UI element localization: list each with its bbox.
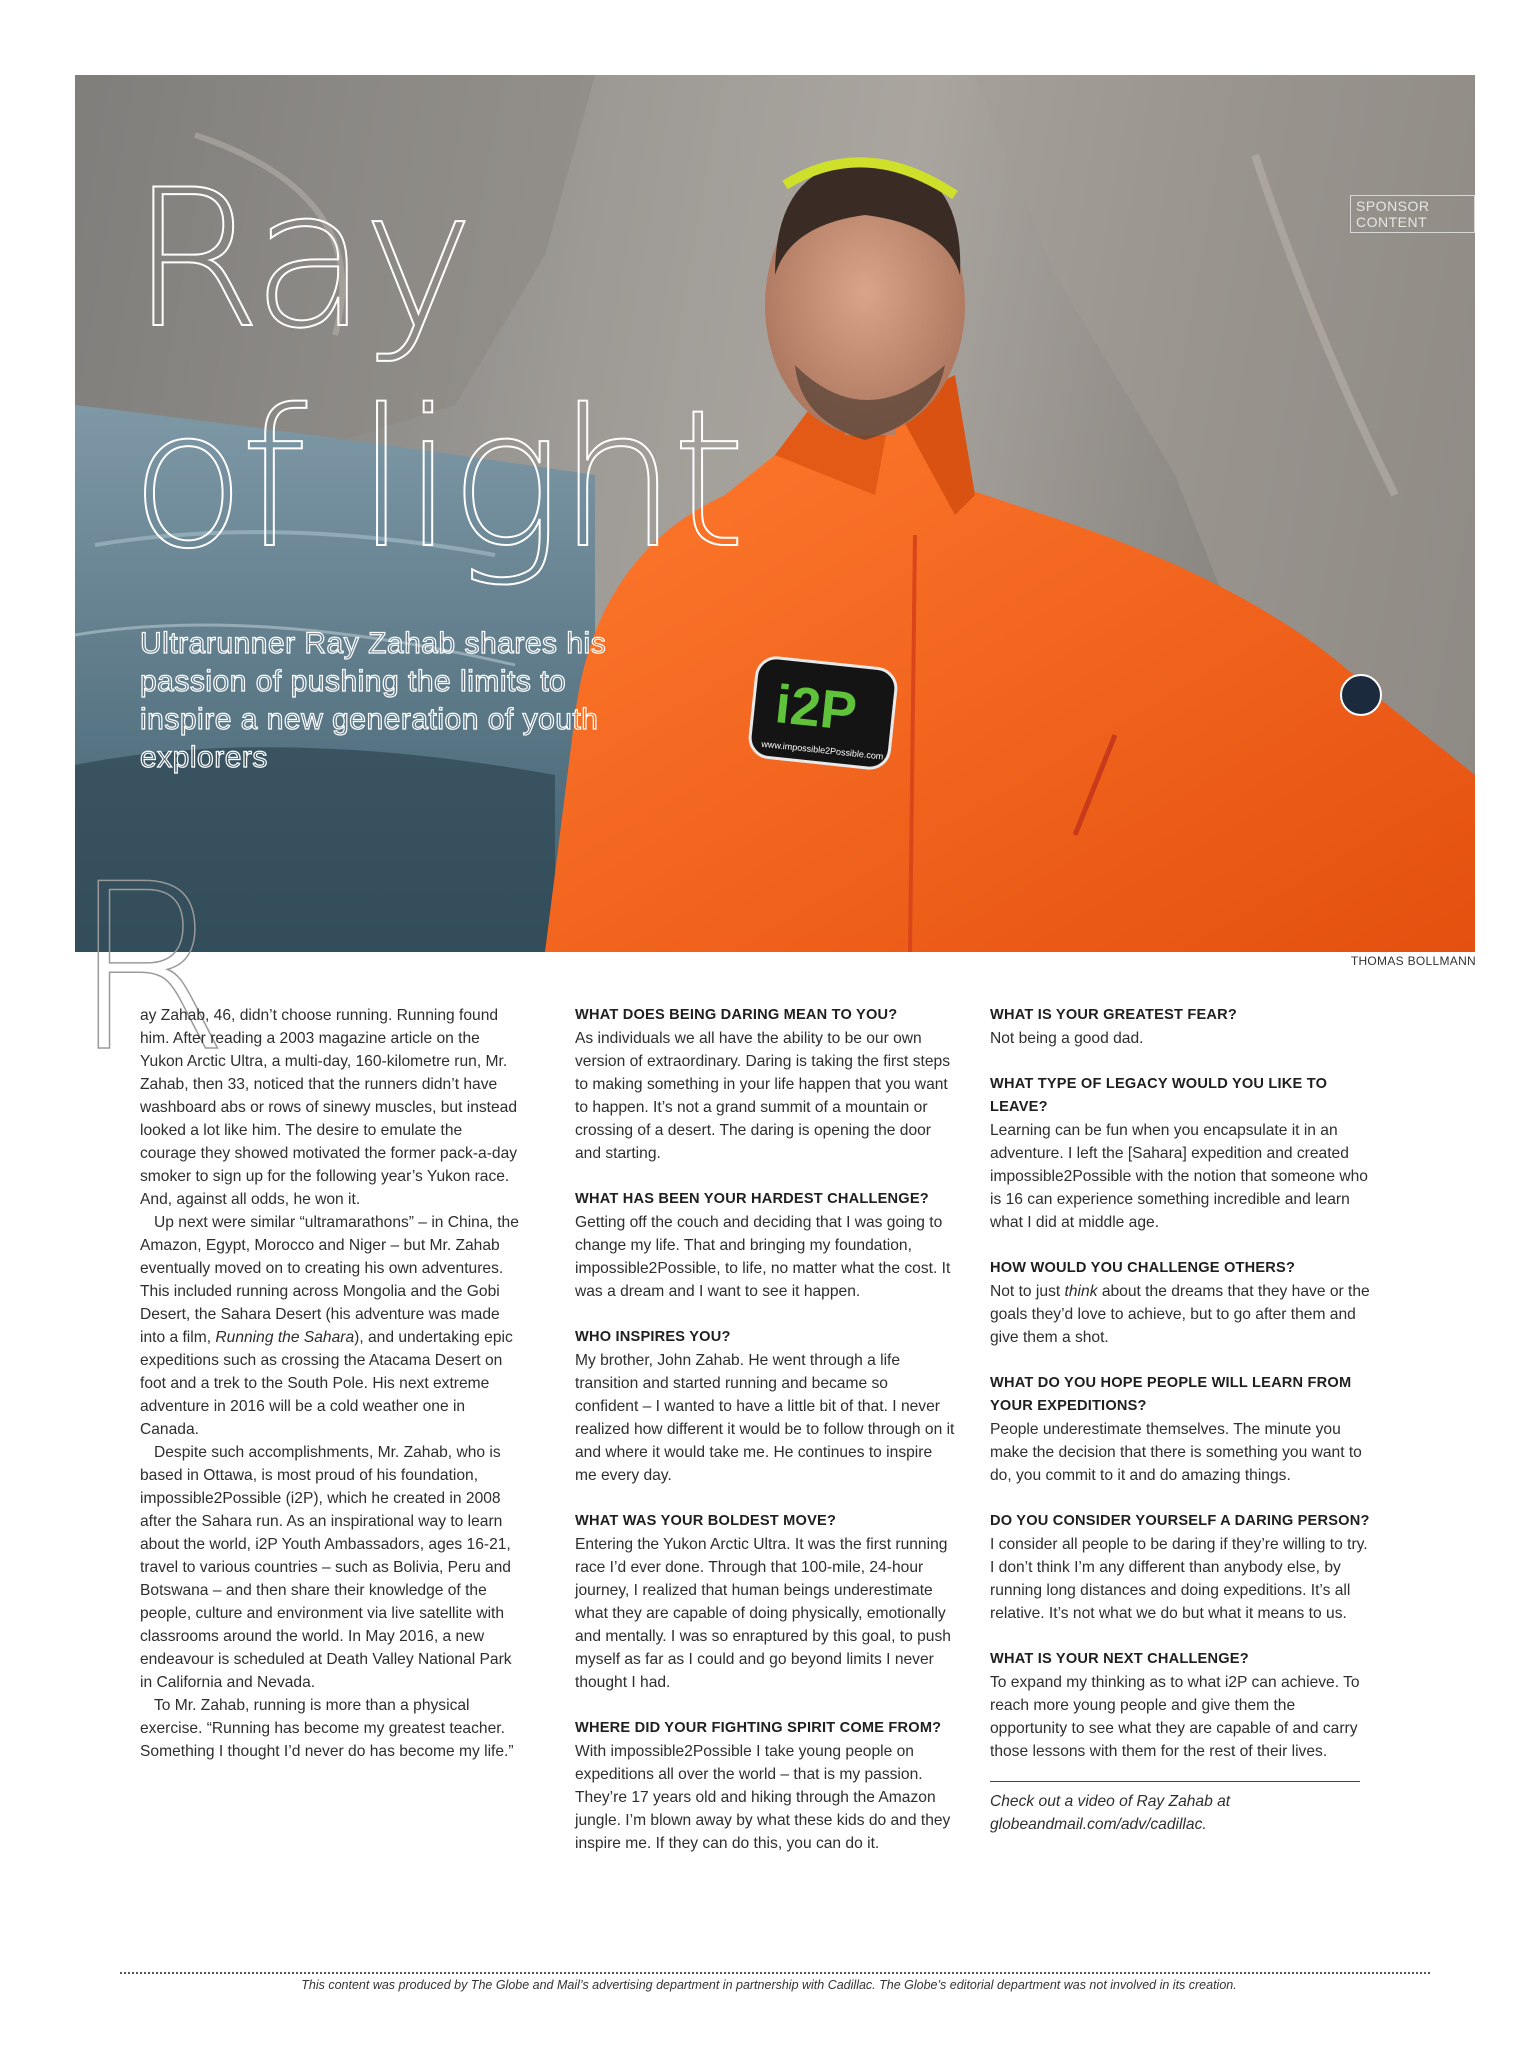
article-column-1 [140, 1004, 520, 1763]
answer-text: Learning can be fun when you encapsulate it in an adventure. I left the [Sahara] expedition and created impossible2Possible with the notion that someone who is 16 can experience something incredible and learn what I did at middle age. [990, 1122, 1368, 1231]
qa-column-right [990, 1004, 1370, 1836]
qa-item [990, 1510, 1370, 1625]
answer-text: My brother, John Zahab. He went through a life transition and started running and became so confident – I wanted to have a little bit of that. I never realized how different it would be to follow through on it and where it would take me. He continues to inspire me every day. [575, 1352, 955, 1484]
question-heading: WHAT IS YOUR NEXT CHALLENGE? [990, 1651, 1249, 1667]
qa-column-middle [575, 1004, 955, 1878]
qa-item [575, 1188, 955, 1303]
qa-item [990, 1004, 1370, 1050]
advertising-disclaimer: This content was produced by The Globe and Mail’s advertising department in partnership with Cadillac. The Globe’s editorial department was not involved in its creation. [301, 1978, 1237, 1992]
headline-line-2: of light [130, 369, 741, 590]
question-heading: WHERE DID YOUR FIGHTING SPIRIT COME FROM? [575, 1720, 942, 1736]
question-heading: WHAT HAS BEEN YOUR HARDEST CHALLENGE? [575, 1191, 929, 1207]
sponsor-content-label: SPONSOR CONTENT [1350, 195, 1475, 233]
question-heading: WHO INSPIRES YOU? [575, 1329, 731, 1345]
dotted-divider [120, 1972, 1430, 1974]
badge-url-text: www.impossible2Possible.com [760, 738, 884, 762]
badge-logo-text: i2P [772, 674, 860, 743]
question-heading: WHAT IS YOUR GREATEST FEAR? [990, 1007, 1238, 1023]
deck-subtitle: Ultrarunner Ray Zahab shares his passion of pushing the limits to inspire a new generation of youth explorers [140, 627, 607, 774]
divider-rule [990, 1781, 1360, 1782]
article-paragraph-3: Despite such accomplishments, Mr. Zahab, who is based in Ottawa, is most proud of his foundation, impossible2Possible (i2P), which he created in 2008 after the Sahara run. As an inspirational way to learn about the world, i2P Youth Ambassadors, ages 16-21, travel to various countries – such as Bolivia, Peru and Botswana – and then share their knowledge of the people, culture and environment via live satellite with classrooms around the world. In May 2016, a new endeavour is scheduled at Death Valley National Park in California and Nevada. [140, 1444, 512, 1691]
qa-item [990, 1372, 1370, 1487]
video-callout[interactable]: Check out a video of Ray Zahab at globeandmail.com/adv/cadillac. [990, 1793, 1231, 1833]
sleeve-patch [1341, 675, 1381, 715]
qa-item [575, 1717, 955, 1855]
question-heading: DO YOU CONSIDER YOURSELF A DARING PERSON? [990, 1513, 1370, 1529]
qa-item [990, 1257, 1370, 1349]
photo-credit: THOMAS BOLLMANN [1350, 954, 1476, 968]
qa-item [990, 1648, 1370, 1763]
emphasis-think: think [1064, 1283, 1098, 1300]
answer-text: Entering the Yukon Arctic Ultra. It was the first running race I’d ever done. Through that 100-mile, 24-hour journey, I realized that human beings underestimate what they are capable of doing physically, emotionally and mentally. I was so enraptured by this goal, to push myself as far as I could and go beyond limits I never thought I had. [575, 1536, 951, 1691]
qa-item [575, 1004, 955, 1165]
drop-cap: R [70, 836, 230, 1103]
qa-item [575, 1326, 955, 1487]
answer-text: People underestimate themselves. The minute you make the decision that there is something you want to do, you commit to it and do amazing things. [990, 1421, 1362, 1484]
answer-text: With impossible2Possible I take young people on expeditions all over the world – that is my passion. They’re 17 years old and hiking through the Amazon jungle. I’m blown away by what these kids do and they inspire me. If they can do this, you can do it. [575, 1743, 951, 1852]
qa-item [990, 1073, 1370, 1234]
answer-text: I consider all people to be daring if they’re willing to try. I don’t think I’m any different than anybody else, by running long distances and doing expeditions. It’s all relative. It’s not what we do but what it means to us. [990, 1536, 1368, 1622]
answer-text: Getting off the couch and deciding that I was going to change my life. That and bringing my foundation, impossible2Possible, to life, no matter what the cost. It was a dream and I want to see it happen. [575, 1214, 951, 1300]
article-paragraph-4: To Mr. Zahab, running is more than a physical exercise. “Running has become my greatest teacher. Something I thought I’d never do has become my life.” [140, 1697, 514, 1760]
article-paragraph-1: ay Zahab, 46, didn’t choose running. Running found him. After reading a 2003 magazine article on the Yukon Arctic Ultra, a multi-day, 160-kilometre run, Mr. Zahab, then 33, noticed that the runners didn’t have washboard abs or rows of sinewy muscles, but instead looked a lot like him. The desire to emulate the courage they showed motivated the former pack-a-day smoker to sign up for the following year’s Yukon race. And, against all odds, he won it. [140, 1007, 518, 1208]
question-heading: WHAT TYPE OF LEGACY WOULD YOU LIKE TO LEAVE? [990, 1076, 1328, 1115]
answer-text: To expand my thinking as to what i2P can achieve. To reach more young people and give them the opportunity to see what they are capable of and carry those lessons with them for the rest of their lives. [990, 1674, 1360, 1760]
answer-text: Not being a good dad. [990, 1030, 1144, 1047]
film-title: Running the Sahara [215, 1329, 355, 1346]
answer-text: Not to just think about the dreams that they have or the goals they’d love to achieve, but to go after them and give them a shot. [990, 1283, 1370, 1346]
article-paragraph-2: Up next were similar “ultramarathons” – in China, the Amazon, Egypt, Morocco and Niger – but Mr. Zahab eventually moved on to creating his own adventures. This included running across Mongolia and the Gobi Desert, the Sahara Desert (his adventure was made into a film, Running the Sahara), and undertaking epic expeditions such as crossing the Atacama Desert on foot and a trek to the South Pole. His next extreme adventure in 2016 will be a cold weather one in Canada. [140, 1214, 519, 1438]
question-heading: WHAT DO YOU HOPE PEOPLE WILL LEARN FROM YOUR EXPEDITIONS? [990, 1375, 1352, 1414]
answer-text: As individuals we all have the ability to be our own version of extraordinary. Daring is taking the first steps to making something in your life happen that you want to happen. It’s not a grand summit of a mountain or crossing of a desert. The daring is opening the door and starting. [575, 1030, 950, 1162]
qa-item [575, 1510, 955, 1694]
i2p-badge [748, 656, 898, 770]
headline-line-1: Ray [130, 149, 469, 370]
question-heading: HOW WOULD YOU CHALLENGE OTHERS? [990, 1260, 1296, 1276]
question-heading: WHAT DOES BEING DARING MEAN TO YOU? [575, 1007, 898, 1023]
question-heading: WHAT WAS YOUR BOLDEST MOVE? [575, 1513, 837, 1529]
